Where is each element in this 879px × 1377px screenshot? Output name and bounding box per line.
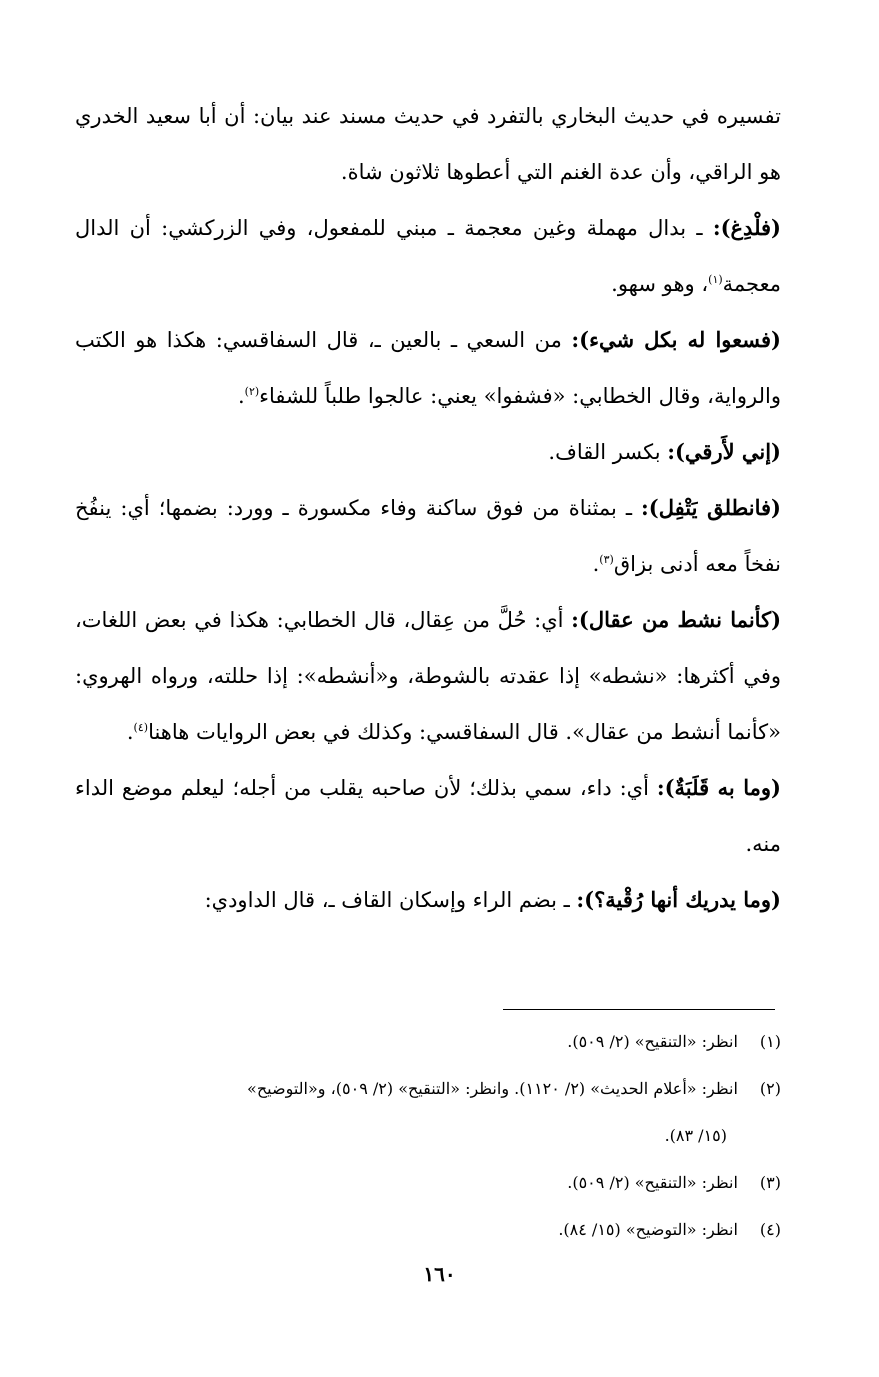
paragraph-text: بكسر القاف. <box>548 440 668 464</box>
footnote-2 <box>75 1065 781 1159</box>
footnote-text: انظر: «أعلام الحديث» (٢/ ١١٢٠). وانظر: «التنقيح» (٢/ ٥٠٩)، و«التوضيح» <box>247 1079 738 1098</box>
paragraph-5 <box>75 480 781 592</box>
footnotes-section <box>75 1018 781 1253</box>
paragraph-tail: ، وهو سهو. <box>611 272 709 296</box>
term-heading: (فانطلق يَتْفِل): <box>641 495 781 520</box>
page-number: ١٦٠ <box>423 1262 456 1286</box>
footnote-number: (٢) <box>759 1079 781 1098</box>
term-heading: (فسعوا له بكل شيء): <box>571 327 781 352</box>
footnote-marker[interactable]: (٢) <box>244 385 260 398</box>
term-heading: (فلْدِغ): <box>712 215 781 240</box>
footnote-marker[interactable]: (٣) <box>599 553 614 566</box>
paragraph-4 <box>75 424 781 480</box>
footnote-continuation: (١٥/ ٨٣). <box>664 1126 727 1145</box>
term-heading: (وما به قَلَبَةٌ): <box>656 775 781 800</box>
term-heading: (كأنما نشط من عقال): <box>571 607 782 632</box>
paragraph-text: ـ بدال مهملة وغين معجمة ـ مبني للمفعول، وفي الزركشي: أن الدال معجمة <box>75 216 781 296</box>
footnote-marker[interactable]: (٤) <box>133 721 149 734</box>
footnote-number: (٤) <box>759 1220 781 1239</box>
paragraph-text: ـ بضم الراء وإسكان القاف ـ، قال الداودي: <box>204 888 577 912</box>
footnote-3 <box>75 1159 781 1206</box>
footnote-divider <box>503 1009 775 1010</box>
paragraph-tail: . <box>237 384 245 408</box>
paragraph-7 <box>75 760 781 872</box>
paragraph-6 <box>75 592 781 760</box>
main-text <box>75 88 781 928</box>
footnote-number: (١) <box>759 1032 781 1051</box>
paragraph-text: أي: داء، سمي بذلك؛ لأن صاحبه يقلب من أجله؛ ليعلم موضع الداء منه. <box>75 776 781 856</box>
paragraph-tail: . <box>592 552 600 576</box>
paragraph-text: من السعي ـ بالعين ـ، قال السفاقسي: هكذا هو الكتب والرواية، وقال الخطابي: «فشفوا» يعني: عالجوا طلباً للشفاء <box>75 328 781 408</box>
paragraph-8 <box>75 872 781 928</box>
footnote-text: انظر: «التنقيح» (٢/ ٥٠٩). <box>567 1032 738 1051</box>
footnote-4 <box>75 1206 781 1253</box>
paragraph-1: تفسيره في حديث البخاري بالتفرد في حديث مسند عند بيان: أن أبا سعيد الخدري هو الراقي، وأن عدة الغنم التي أعطوها ثلاثون شاة. <box>75 104 781 184</box>
paragraph-text: أي: حُلَّ من عِقال، قال الخطابي: هكذا في بعض اللغات، وفي أكثرها: «نشطه» إذا عقدته بالشوطة، و«أنشطه»: إذا حللته، ورواه الهروي: «كأنما أنشط من عقال». قال السفاقسي: وكذلك في بعض الروايات هاهنا <box>75 608 781 744</box>
term-heading: (إني لأَرقي): <box>667 439 781 464</box>
paragraph-text: ـ بمثناة من فوق ساكنة وفاء مكسورة ـ وورد: بضمها؛ أي: ينفُخ نفخاً معه أدنى بزاق <box>75 496 781 576</box>
paragraph-2 <box>75 200 781 312</box>
footnote-text: انظر: «التوضيح» (١٥/ ٨٤). <box>558 1220 738 1239</box>
paragraph-tail: . <box>126 720 134 744</box>
paragraph-3 <box>75 312 781 424</box>
footnote-marker[interactable]: (١) <box>708 273 723 286</box>
footnote-number: (٣) <box>759 1173 781 1192</box>
footnote-1 <box>75 1018 781 1065</box>
term-heading: (وما يدريك أنها رُقْية؟): <box>576 887 781 912</box>
footnote-text: انظر: «التنقيح» (٢/ ٥٠٩). <box>567 1173 738 1192</box>
